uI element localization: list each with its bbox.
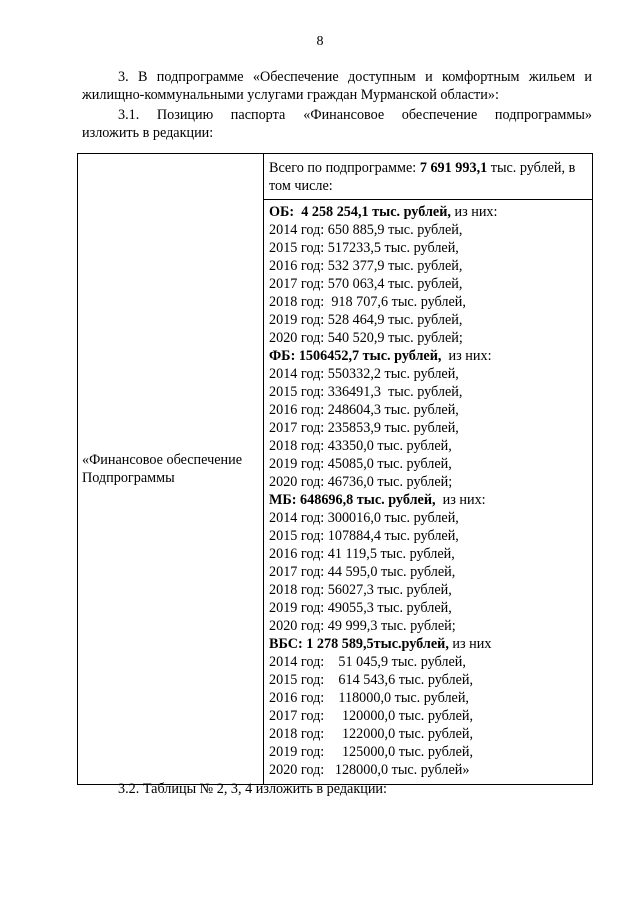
year-line: 2016 год: 532 377,9 тыс. рублей, [269,258,463,274]
section-tail: из них: [450,204,498,220]
year-line: 2014 год: 300016,0 тыс. рублей, [269,510,459,526]
year-line: 2015 год: 517233,5 тыс. рублей, [269,240,459,256]
year-line: 2019 год: 49055,3 тыс. рублей, [269,600,452,616]
left-cell [78,154,264,785]
year-line: 2014 год: 650 885,9 тыс. рублей, [269,222,463,238]
total-cell [264,154,593,200]
section-tail: из них: [435,492,486,508]
year-line: 2016 год: 248604,3 тыс. рублей, [269,402,459,418]
year-line: 2015 год: 614 543,6 тыс. рублей, [269,672,474,688]
paragraph-item-3-2: 3.2. Таблицы № 2, 3, 4 изложить в редакции: [118,781,387,797]
total-suffix: тыс. рублей, в том числе: [269,160,576,194]
year-line: 2017 год: 44 595,0 тыс. рублей, [269,564,456,580]
section-fb-header [269,347,589,365]
section-title: ОБ: 4 258 254,1 тыс. рублей, [269,204,451,220]
section-vbs-header [269,635,589,653]
item-3-1-text-b: «Финансовое обеспечение подпрограммы» изложить в редакции: [82,107,592,141]
breakdown-cell [264,200,593,785]
section-title: ФБ: 1506452,7 тыс. рублей, [269,348,442,364]
year-line: 2014 год: 51 045,9 тыс. рублей, [269,654,466,670]
year-line: 2018 год: 918 707,6 тыс. рублей, [269,294,466,310]
year-line: 2019 год: 45085,0 тыс. рублей, [269,456,452,472]
year-line: 2020 год: 49 999,3 тыс. рублей; [269,618,456,634]
left-label: «Финансовое обеспечение Подпрограммы [82,452,243,486]
page-number: 8 [316,34,324,49]
year-line: 2019 год: 125000,0 тыс. рублей, [269,744,474,760]
year-line: 2017 год: 235853,9 тыс. рублей, [269,420,459,436]
year-line: 2014 год: 550332,2 тыс. рублей, [269,366,459,382]
year-line: 2020 год: 128000,0 тыс. рублей» [269,762,470,778]
section-ob-header [269,203,589,221]
year-line: 2018 год: 122000,0 тыс. рублей, [269,726,474,742]
section-tail: из них: [441,348,492,364]
total-amount: 7 691 993,1 [419,160,488,176]
year-line: 2015 год: 107884,4 тыс. рублей, [269,528,459,544]
paragraph-item-3-1 [82,106,592,142]
section-title: МБ: 648696,8 тыс. рублей, [269,492,436,508]
year-line: 2019 год: 528 464,9 тыс. рублей, [269,312,463,328]
year-line: 2016 год: 41 119,5 тыс. рублей, [269,546,455,562]
year-line: 2020 год: 540 520,9 тыс. рублей; [269,330,463,346]
table-row-total [78,154,593,200]
year-line: 2018 год: 56027,3 тыс. рублей, [269,582,452,598]
section-title: ВБС: 1 278 589,5тыс.рублей, [269,636,449,652]
section-mb-header [269,491,589,509]
year-line: 2015 год: 336491,3 тыс. рублей, [269,384,463,400]
financing-table [77,153,593,785]
year-line: 2017 год: 570 063,4 тыс. рублей, [269,276,463,292]
paragraph-item-3 [82,68,592,104]
section-tail: из них [448,636,492,652]
breakdown-list [269,200,589,784]
total-text [269,154,589,199]
year-line: 2020 год: 46736,0 тыс. рублей; [269,474,453,490]
item-3-text: 3. В подпрограмме «Обеспечение доступным и комфортным жильем и жилищно-коммунальными услугами граждан Мурманской области»: [82,69,592,103]
item-3-1-text-a: 3.1. Позицию паспорта [118,107,286,123]
year-line: 2018 год: 43350,0 тыс. рублей, [269,438,452,454]
year-line: 2017 год: 120000,0 тыс. рублей, [269,708,474,724]
total-prefix: Всего по подпрограмме: [269,160,420,176]
year-line: 2016 год: 118000,0 тыс. рублей, [269,690,469,706]
